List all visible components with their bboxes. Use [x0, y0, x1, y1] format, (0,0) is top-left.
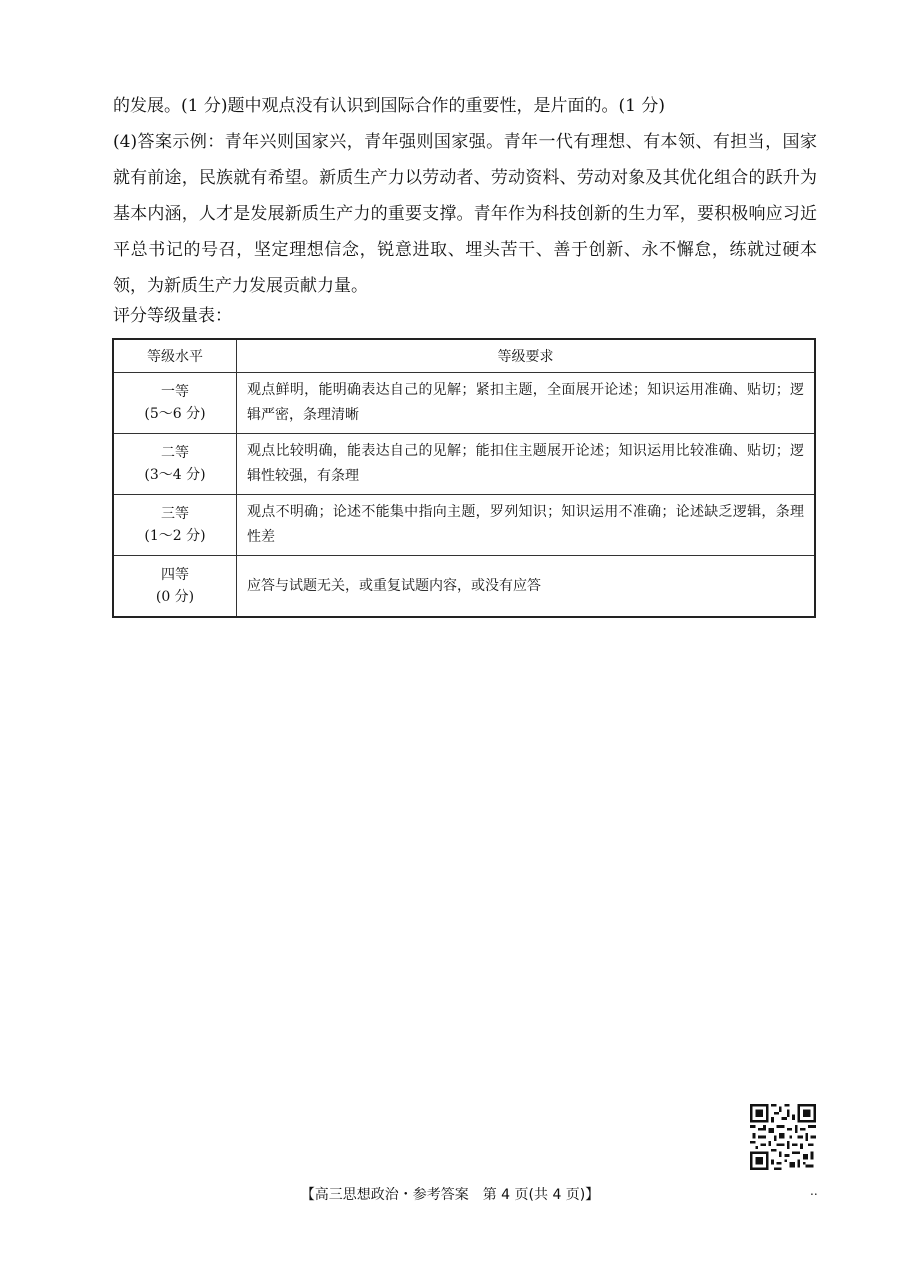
table-row [113, 495, 815, 556]
table-header-row [113, 339, 815, 373]
page-footer: 【高三思想政治・参考答案 第 4 页(共 4 页)】 [300, 1187, 600, 1203]
table-row [113, 556, 815, 618]
level-score: (1～2 分) [144, 528, 206, 544]
level-cell [113, 434, 237, 495]
answer-example-paragraph: (4)答案示例：青年兴则国家兴，青年强则国家强。青年一代有理想、有本领、有担当，国家就有前途，民族就有希望。新质生产力以劳动者、劳动资料、劳动对象及其优化组合的跃升为基本内涵，人才是发展新质生产力的重要支撑。青年作为科技创新的生力军，要积极响应习近平总书记的号召，坚定理想信念，锐意进取、埋头苦干、善于创新、永不懈怠，练就过硬本领，为新质生产力发展贡献力量。 [113, 132, 817, 296]
table-row [113, 373, 815, 434]
level-name: 二等 [161, 445, 189, 461]
level-score: (3～4 分) [144, 467, 206, 483]
header-requirement: 等级要求 [237, 339, 816, 373]
level-score: (0 分) [155, 589, 195, 605]
requirement-cell: 观点不明确；论述不能集中指向主题，罗列知识；知识运用不准确；论述缺乏逻辑，条理性差 [237, 495, 816, 556]
requirement-cell: 应答与试题无关，或重复试题内容，或没有应答 [237, 556, 816, 618]
grading-scale-title: 评分等级量表： [113, 306, 232, 326]
answer-continuation: 的发展。(1 分)题中观点没有认识到国际合作的重要性，是片面的。(1 分) [113, 96, 665, 116]
header-level: 等级水平 [113, 339, 237, 373]
grading-scale-table [112, 338, 816, 618]
level-score: (5～6 分) [144, 406, 206, 422]
level-cell [113, 495, 237, 556]
requirement-cell: 观点比较明确，能表达自己的见解；能扣住主题展开论述；知识运用比较准确、贴切；逻辑性较强，有条理 [237, 434, 816, 495]
requirement-cell: 观点鲜明，能明确表达自己的见解；紧扣主题，全面展开论述；知识运用准确、贴切；逻辑严密，条理清晰 [237, 373, 816, 434]
level-name: 一等 [161, 384, 189, 400]
table-row [113, 434, 815, 495]
level-cell [113, 556, 237, 618]
footer-dots: .. [810, 1184, 818, 1198]
level-name: 三等 [161, 506, 189, 522]
level-cell [113, 373, 237, 434]
level-name: 四等 [161, 567, 189, 583]
qr-code-icon [750, 1104, 816, 1170]
